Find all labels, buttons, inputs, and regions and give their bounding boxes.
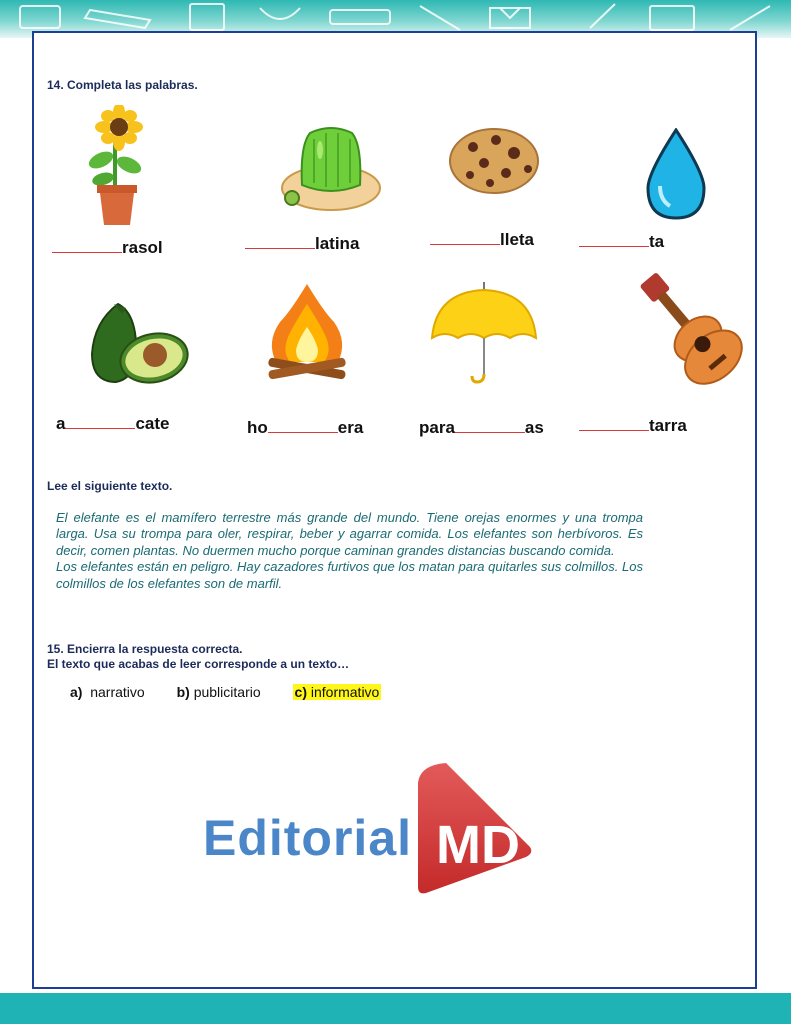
q14-title: 14. Completa las palabras. xyxy=(47,78,198,92)
option-b[interactable]: b) publicitario xyxy=(176,684,261,700)
blank-line[interactable] xyxy=(245,232,315,249)
reading-paragraph-1: El elefante es el mamífero terrestre más grande del mundo. Tiene orejas enormes y una trompa larga. Usa su trompa para oler, respirar, beber y agarrar comida. Los elefantes son herbívoros. Es decir, comen plantas. No duermen mucho porque caminan grandes distancias buscando comida. xyxy=(56,510,643,558)
word-4: ta xyxy=(579,230,664,252)
word-5: a cate xyxy=(56,414,170,433)
blank-line[interactable] xyxy=(455,416,525,433)
blank-line[interactable] xyxy=(268,416,338,433)
option-a[interactable]: a) narrativo xyxy=(70,684,145,700)
word-3: lleta xyxy=(430,228,534,250)
blank-line[interactable] xyxy=(579,414,649,431)
word-8: tarra xyxy=(579,414,687,436)
q15-title: 15. Encierra la respuesta correcta. xyxy=(47,642,243,656)
sunflower-pot-icon xyxy=(85,105,145,232)
guitar-icon xyxy=(633,270,745,391)
reading-text xyxy=(56,510,643,592)
word-7: para as xyxy=(419,418,544,437)
campfire-icon xyxy=(264,282,350,395)
option-c[interactable]: c) informativo xyxy=(294,684,380,700)
blank-line[interactable] xyxy=(52,236,122,253)
reading-title: Lee el siguiente texto. xyxy=(47,479,173,493)
word-1: rasol xyxy=(52,236,163,258)
blank-line[interactable] xyxy=(579,230,649,247)
word-6: ho era xyxy=(247,418,364,437)
reading-paragraph-2: Los elefantes están en peligro. Hay cazadores furtivos que los matan para quitarles sus colmillos. Los colmillos de los elefantes son de marfil. xyxy=(56,559,643,591)
cookie-icon xyxy=(448,125,540,200)
water-drop-icon xyxy=(644,128,708,225)
editorial-logo-text: Editorial xyxy=(203,810,413,866)
bottom-decorative-band xyxy=(0,993,791,1024)
md-logo-letters: MD xyxy=(436,815,520,875)
md-logo-mark xyxy=(418,763,534,900)
word-2: latina xyxy=(245,232,359,254)
answer-options xyxy=(70,684,409,700)
gelatin-icon xyxy=(280,125,382,220)
umbrella-icon xyxy=(430,282,538,391)
avocado-icon xyxy=(88,302,190,391)
q15-question: El texto que acabas de leer corresponde a un texto… xyxy=(47,657,350,671)
blank-line[interactable] xyxy=(65,412,135,429)
blank-line[interactable] xyxy=(430,228,500,245)
